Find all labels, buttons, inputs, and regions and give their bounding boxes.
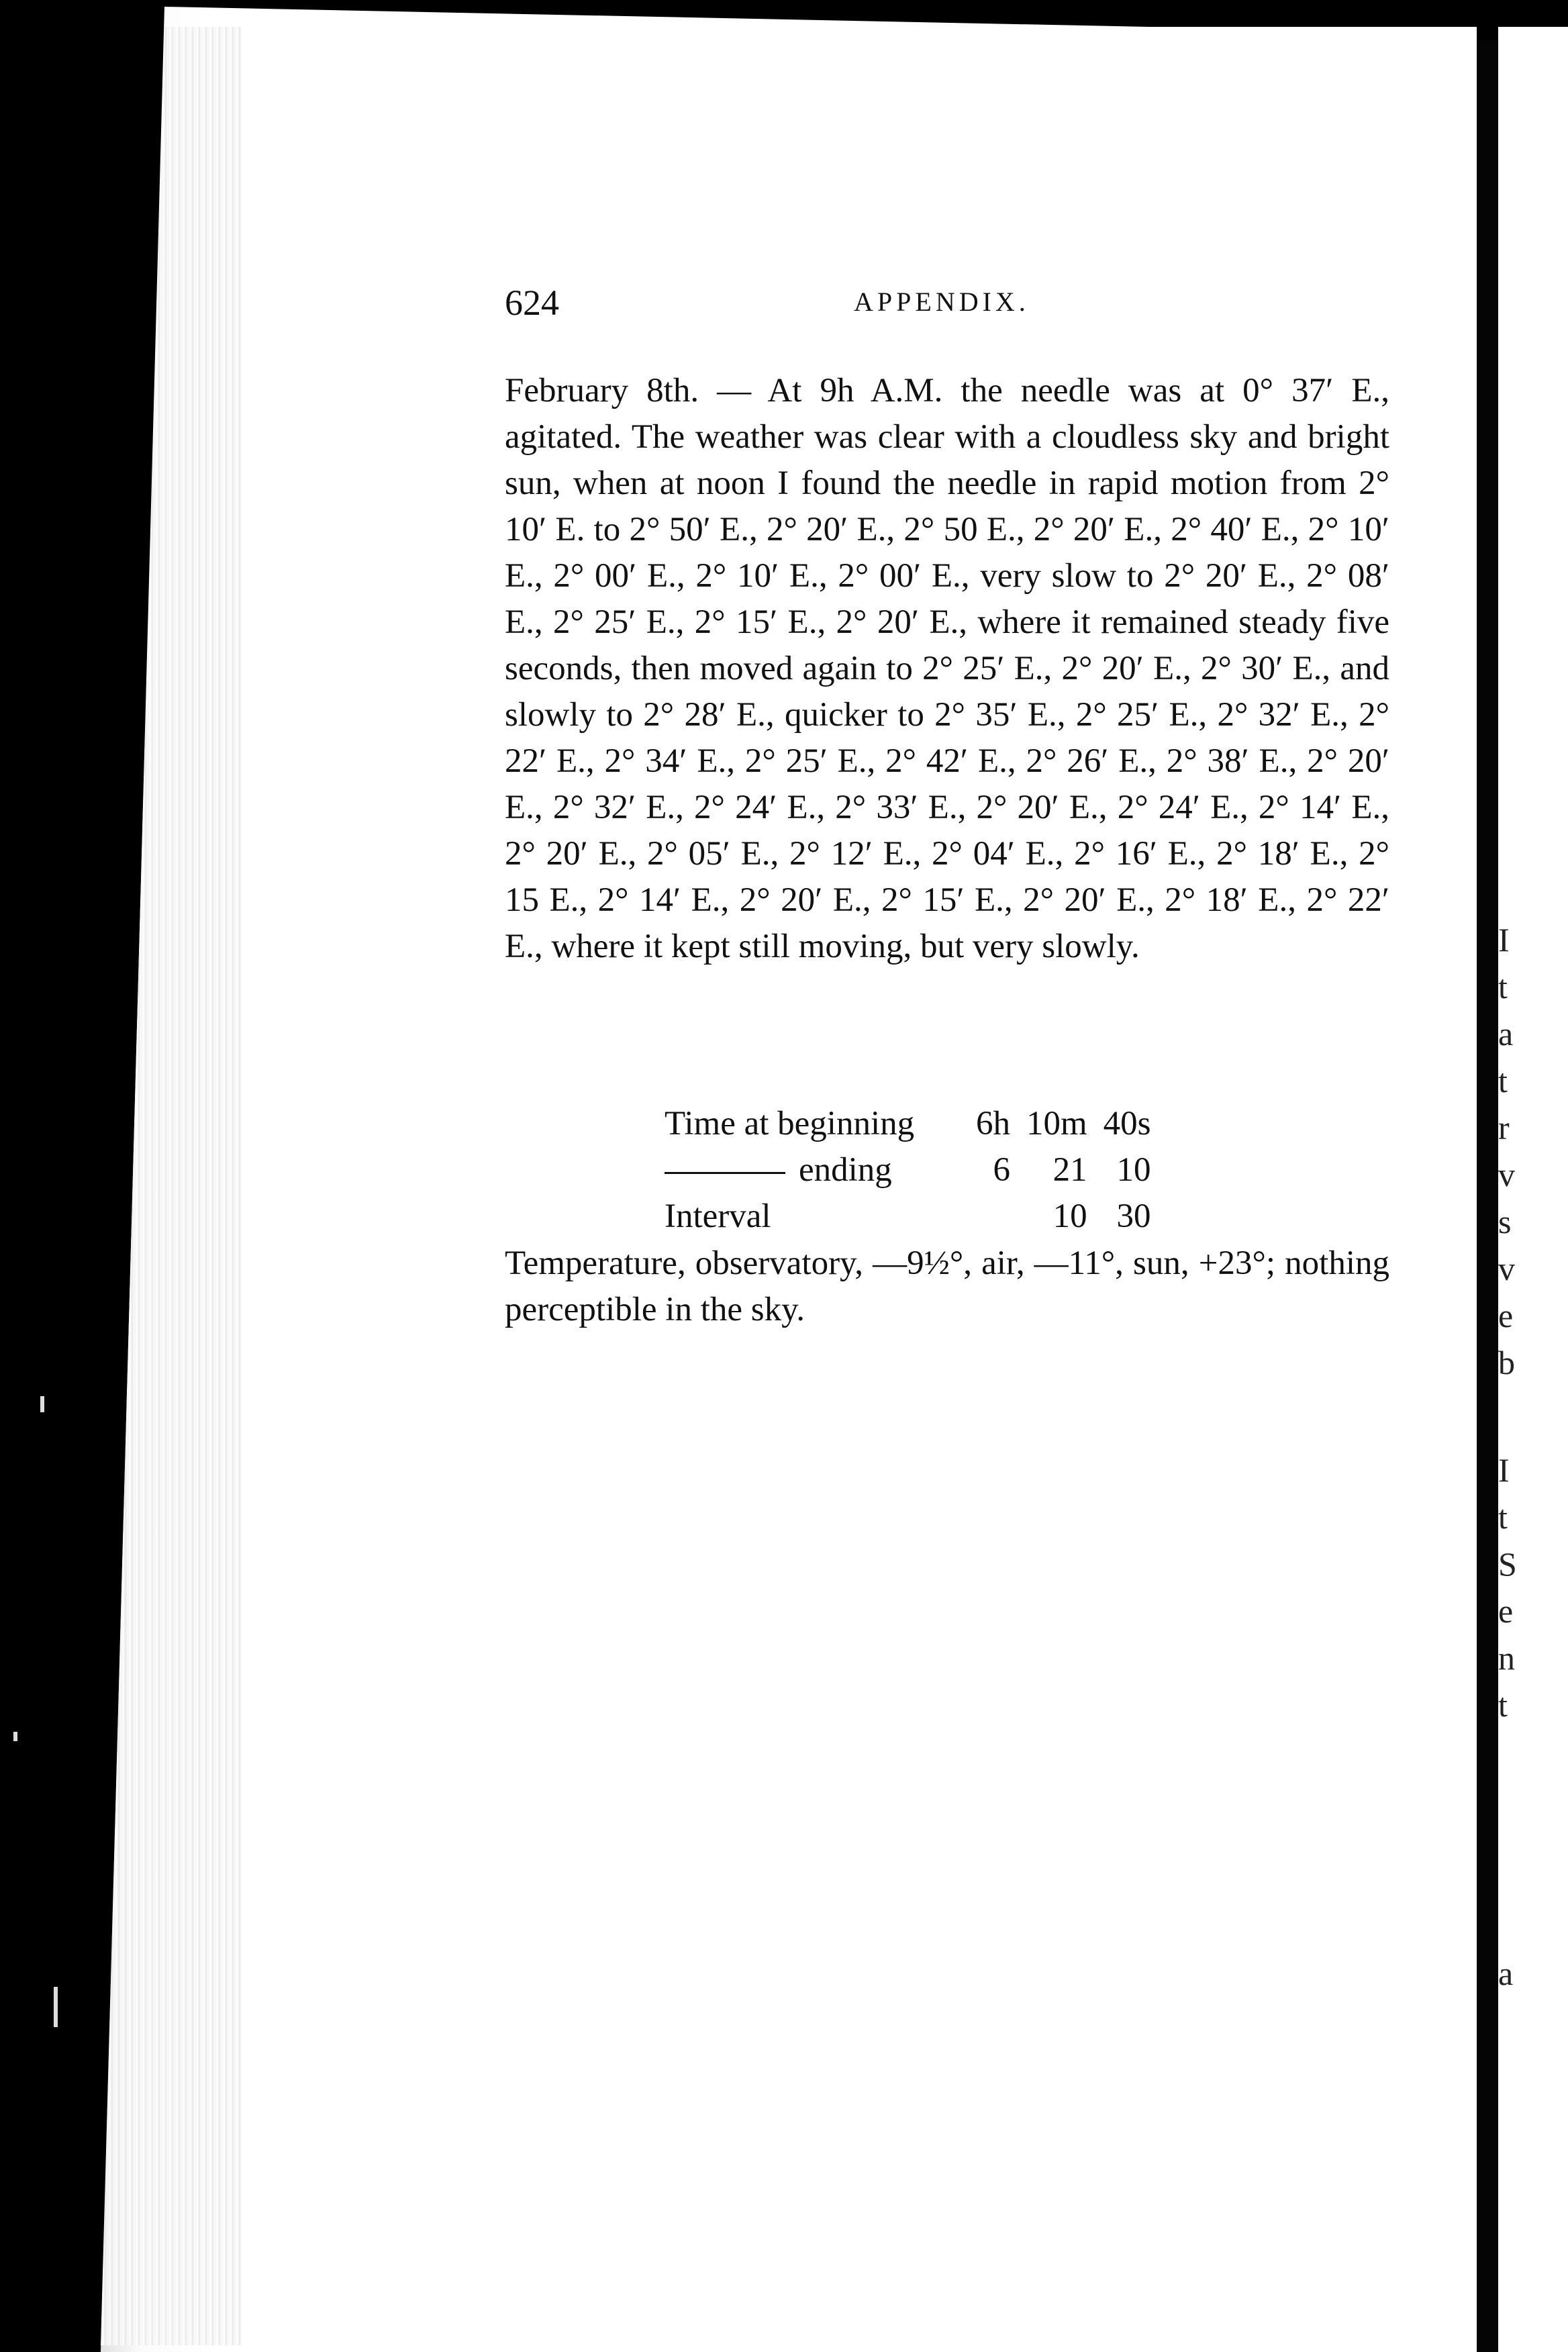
row-label-cell [665,1147,960,1193]
table-row [665,1193,1151,1240]
book-gutter [1477,40,1498,2352]
facing-page-fragment: b [1498,1344,1515,1381]
facing-page-fragment: n [1498,1639,1515,1677]
facing-page-fragment: v [1498,1250,1515,1287]
observation-paragraph [505,368,1389,970]
running-head [505,282,1389,329]
hours-cell [960,1193,1010,1240]
hours-cell: 6h [976,1105,1010,1142]
scan-speck [40,1396,44,1412]
facing-page-fragment: t [1498,1686,1508,1724]
facing-page-fragment: t [1498,1062,1508,1099]
page-edges [101,27,242,2345]
row-label: Time at beginning [665,1105,915,1142]
paragraph-text: Temperature, observatory, —9½°, air, —11°, sun, +23°; nothing perceptible in the sky. [505,1244,1389,1328]
minutes-cell: 10m [1026,1105,1087,1142]
facing-page-fragment: a [1498,1015,1514,1052]
minutes-cell: 21 [1052,1151,1087,1189]
facing-page-edge [1498,27,1568,2352]
facing-page-fragment: e [1498,1297,1514,1334]
facing-page-fragment: I [1498,921,1510,959]
seconds-cell: 40s [1103,1105,1151,1142]
table-row [665,1101,1151,1147]
temperature-paragraph [505,1240,1389,1333]
scan-speck [13,1732,17,1741]
time-table [665,1101,1151,1240]
facing-page-fragment: e [1498,1592,1514,1630]
seconds-cell: 10 [1116,1151,1151,1189]
facing-page-fragment: S [1498,1545,1517,1583]
ditto-dash [665,1172,785,1174]
table-row [665,1147,1151,1193]
facing-page-fragment: a [1498,1955,1514,1992]
page-heading: APPENDIX. [854,287,1030,317]
facing-page-fragment: t [1498,968,1508,1006]
facing-page-fragment: I [1498,1451,1510,1489]
minutes-cell: 10 [1052,1197,1087,1235]
paragraph-text: February 8th. — At 9h A.M. the needle was at 0° 37′ E., agitated. The weather was clear with a cloudless sky and bright sun, when at noon I found the needle in rapid motion from 2° 10′ E. to 2° 50′ E., 2° 20′ E., 2° 50 E., 2° 20′ E., 2° 40′ E., 2° 10′ E., 2° 00′ E., 2° 10′ E., 2° 00′ E., very slow to 2° 20′ E., 2° 08′ E., 2° 25′ E., 2° 15′ E., 2° 20′ E., where it remained steady five seconds, then moved again to 2° 25′ E., 2° 20′ E., 2° 30′ E., and slowly to 2° 28′ E., quicker to 2° 35′ E., 2° 25′ E., 2° 32′ E., 2° 22′ E., 2° 34′ E., 2° 25′ E., 2° 42′ E., 2° 26′ E., 2° 38′ E., 2° 20′ E., 2° 32′ E., 2° 24′ E., 2° 33′ E., 2° 20′ E., 2° 24′ E., 2° 14′ E., 2° 20′ E., 2° 05′ E., 2° 12′ E., 2° 04′ E., 2° 16′ E., 2° 18′ E., 2° 15 E., 2° 14′ E., 2° 20′ E., 2° 15′ E., 2° 20′ E., 2° 18′ E., 2° 22′ E., where it kept still moving, but very slowly. [505,372,1389,965]
hours-cell: 6 [993,1151,1010,1189]
facing-page-fragment: t [1498,1498,1508,1536]
row-label: ending [799,1151,892,1189]
page-number: 624 [505,283,559,323]
row-label: Interval [665,1197,771,1235]
facing-page-fragment: r [1498,1109,1510,1146]
facing-page-fragment: v [1498,1156,1515,1193]
facing-page-fragment: s [1498,1203,1512,1240]
seconds-cell: 30 [1116,1197,1151,1235]
scan-speck [54,1987,58,2027]
